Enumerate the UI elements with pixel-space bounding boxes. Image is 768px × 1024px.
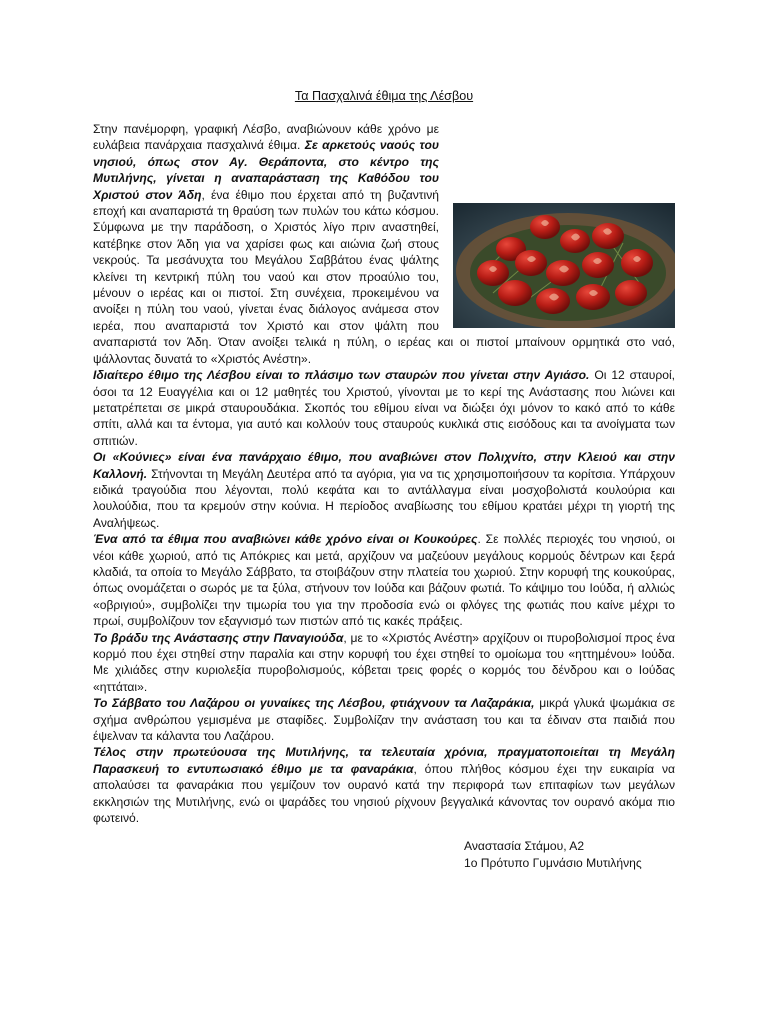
- paragraph-run: Ιδιαίτερο έθιμο της Λέσβου είναι το πλάσιμο των σταυρών που γίνεται στην Αγιάσο.: [93, 368, 590, 383]
- paragraph-run: , όπου πλήθος κόσμου έχει την ευκαιρία να απολαύσει τα φαναράκια που γεμίζουν τον ουρανό κατά την περιφορά των επιταφίων των μεγάλων εκκλησιών της Μυτιλήνης, ενώ οι ψαράδες του νησιού ρίχνουν βεγγαλικά κάνοντας τον ουρανό ακόμα πιο φωτεινό.: [93, 761, 676, 826]
- paragraph: [93, 531, 675, 629]
- document-body: [93, 121, 675, 826]
- paragraph-run: Το Σάββατο του Λαζάρου οι γυναίκες της Λέσβου, φτιάχνουν τα Λαζαράκια,: [93, 696, 535, 711]
- paragraph-run: Σε αρκετούς ναούς του νησιού, όπως στον Αγ. Θεράποντα, στο κέντρο της Μυτιλήνης, γίνεται η αναπαράσταση της Καθόδου του Χριστού στον Άδη: [93, 138, 439, 202]
- paragraph: [93, 744, 675, 826]
- paragraph-run: Τέλος στην πρωτεύουσα της Μυτιλήνης, τα τελευταία χρόνια, πραγματοποιείται τη Μεγάλη Παρασκευή το εντυπωσιακό έθιμο με τα φαναράκια: [93, 745, 675, 776]
- paragraph-run: Στην πανέμορφη, γραφική Λέσβο, αναβιώνουν κάθε χρόνο με ευλάβεια πανάρχαια πασχαλινά έθιμα.: [93, 122, 439, 153]
- easter-eggs-photo: [453, 203, 675, 328]
- author-name: Αναστασία Στάμου, Α2: [464, 839, 585, 853]
- signature-block: [464, 838, 642, 871]
- paragraph: [93, 449, 675, 531]
- paragraph-run: Το βράδυ της Ανάστασης στην Παναγιούδα: [93, 630, 344, 645]
- paragraph: [93, 367, 675, 449]
- paragraph-run: Ένα από τα έθιμα που αναβιώνει κάθε χρόνο είναι οι Κουκούρες: [93, 532, 478, 547]
- paragraph-run: μικρά γλυκά ψωμάκια σε σχήμα ανθρώπου γεμισμένα με σταφίδες. Συμβολίζαν την ανάσταση του και τα έδιναν στα παιδιά που έψελναν τα κάλαντα του Λαζάρου.: [93, 696, 675, 744]
- paragraph-run: . Σε πολλές περιοχές του νησιού, οι νέοι κάθε χωριού, από τις Απόκριες και μετά, αρχίζουν να μαζεύουν μεγάλους κορμούς δέντρων και ξερά κλαδιά, τα οποία το Μεγάλο Σάββατο, τα στοιβάζουν στην πλατεία του χωριού. Στην κορυφή της κουκούρας, όπως ονομάζεται ο σωρός με τα ξύλα, στήνουν τον Ιούδα και βάζουν φωτιά. Το κάψιμο του Ιούδα, ή αλλιώς «οβριγιού», συμβολίζει την τιμωρία του για την προδοσία ενώ οι φλόγες της φωτιάς που καίνε μέχρι το πρωί, συμβολίζουν τον εξαγνισμό των πιστών από τις κακές πράξεις.: [93, 532, 675, 629]
- paragraph-run: , με το «Χριστός Ανέστη» αρχίζουν οι πυροβολισμοί προς ένα κορμό που έχει στηθεί στην παραλία και στην κορυφή του έχει στηθεί το ομοίωμα του «ηττημένου» Ιούδα. Με χιλιάδες στην κυριολεξία πυροβολισμούς, κόβεται τρεις φορές ο κορμός του δένδρου και ο Ιούδας «ηττάται».: [93, 630, 675, 694]
- paragraph: [93, 695, 675, 744]
- document-title: Τα Πασχαλινά έθιμα της Λέσβου: [294, 89, 474, 103]
- paragraph: [93, 630, 675, 696]
- school-name: 1ο Πρότυπο Γυμνάσιο Μυτιλήνης: [464, 855, 642, 870]
- paragraph-run: , ένα έθιμο που έρχεται από τη βυζαντινή εποχή και αναπαριστά τη θραύση των πυλών του κάτω κόσμου. Σύμφωνα με την παράδοση, ο Χριστός λίγο πριν αναστηθεί, κατέβηκε στον Άδη για να χαρίσει φως και αιώνια ζωή στους νεκρούς. Τα μεσάνυχτα του Μεγάλου Σαββάτου ένας ψάλτης κλείνει τη κεντρική πύλη του ναού και στον προαύλιο του, μένουν ο ιερέας και οι πιστοί. Στη συνέχεια, προκειμένου να ανοίξει η πύλη του ναού, γίνεται ένας διάλογος ανάμεσα στον ιερέα, που αναπαριστά τον Χριστό και στον ψάλτη που αναπαριστά τον Άδη. Όταν ανοίξει τελικά η πύλη, ο ιερέας και οι πιστοί μπαίνουν ορμητικά στο ναό, ψάλλοντας δυνατά το «Χριστός Ανέστη».: [93, 187, 675, 366]
- paragraph: [93, 121, 675, 367]
- paragraph-run: Στήνονται τη Μεγάλη Δευτέρα από τα αγόρια, για να τις χρησιμοποιήσουν τα κορίτσια. Υπάρχουν ειδικά τραγούδια που λέγονται, πολύ κεφάτα και το αντάλλαγμα είναι μοσχοβολιστά κουλούρια και λουλούδια, που τα κρεμούν στην κούνια. Η περίοδος αναβίωσης του εθίμου κρατάει μέχρι τη γιορτή της Αναλήψεως.: [93, 466, 675, 530]
- paragraph-run: Οι 12 σταυροί, όσοι τα 12 Ευαγγέλια και οι 12 μαθητές του Χριστού, γίνονται με το κερί της Ανάστασης που λιώνει και μετατρέπεται σε μικρά σταυρουδάκια. Σκοπός του εθίμου είναι να διώξει όχι μόνον το κακό από το κάθε σπίτι, αλλά και τα έντομα, για αυτό και κολλούν τους σταυρούς κυκλικά στις εισόδους και τα ανοίγματα των σπιτιών.: [93, 368, 675, 448]
- paragraph-run: Οι «Κούνιες» είναι ένα πανάρχαιο έθιμο, που αναβιώνει στον Πολιχνίτο, στην Κλειού και στην Καλλονή.: [93, 450, 675, 481]
